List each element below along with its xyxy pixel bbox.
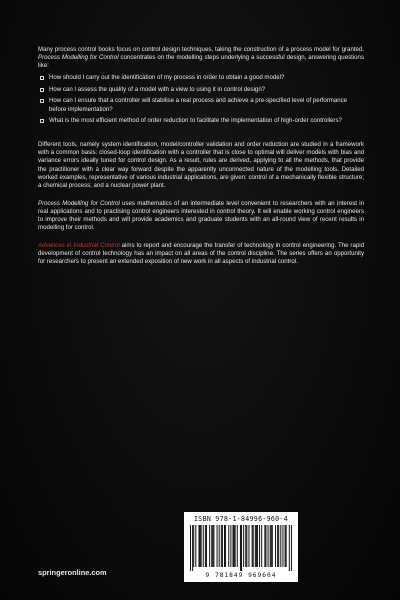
- checkbox-bullet-icon: [40, 88, 44, 92]
- barcode-bar: [243, 525, 244, 567]
- cover-text-block: [38, 46, 364, 266]
- barcode-bar: [203, 525, 204, 567]
- barcode-bar: [259, 525, 260, 567]
- barcode-bar: [265, 525, 266, 567]
- barcode-bar: [222, 525, 223, 567]
- barcode-bar: [272, 525, 273, 567]
- intro-text-start: Many process control books focus on control design techniques, taking the construction of a process model for granted.: [38, 46, 364, 53]
- barcode-bar: [271, 525, 272, 567]
- barcode-bar: [241, 525, 242, 571]
- series-text: aims to report and encourage the transfer of technology in control engineering. The rapid development of control technology has an impact on all areas of the control discipline. The series offers an opportunity for researchers to present an extended exposition of new work in all aspects of industrial control.: [38, 242, 364, 266]
- barcode-bar: [224, 525, 225, 567]
- barcode-bar: [277, 525, 278, 567]
- series-paragraph: [38, 242, 364, 266]
- question-item: [38, 117, 364, 125]
- barcode-bar: [205, 525, 206, 567]
- question-list: [38, 74, 364, 125]
- barcode-bar: [255, 525, 256, 567]
- barcode-bar: [190, 525, 191, 571]
- isbn-barcode: [184, 512, 298, 582]
- audience-paragraph: [38, 200, 364, 232]
- barcode-bar: [200, 525, 201, 567]
- tools-paragraph: Different tools, namely system identification, model/controller validation and order reduction are studied in a framework with a common basis: closed-loop identification with a controller that is close to optimal will deliver models with bias and variance errors ideally tuned for control design. As a result, rules are derived, applying to all the methods, that provide the practitioner with a clear way forward despite the apparently unconnected nature of the modelling tools. Detailed worked examples, representative of various industrial applications, are given: control of a mechanically flexible structure; a chemical process; and a nuclear power plant.: [38, 141, 364, 189]
- barcode-bar: [270, 525, 271, 567]
- barcode-bar: [253, 525, 254, 567]
- barcode-bar: [193, 525, 194, 567]
- publisher-url: springeronline.com: [38, 568, 107, 577]
- book-title-mention: Process Modelling for Control: [38, 199, 120, 207]
- series-title: Advances in Industrial Control: [38, 242, 120, 250]
- barcode-bar: [217, 525, 218, 567]
- barcode-bar: [235, 525, 236, 567]
- intro-paragraph: [38, 46, 364, 70]
- barcode-number: 9 781849 969604: [205, 572, 277, 579]
- barcode-bars: [190, 525, 292, 571]
- barcode-bar: [245, 525, 246, 567]
- question-text: How can I ensure that a controller will stabilise a real process and achieve a pre-specified level of performance before implementation?: [49, 97, 348, 113]
- question-text: How can I assess the quality of a model with a view to using it in control design?: [49, 85, 266, 93]
- barcode-bar: [261, 525, 262, 567]
- barcode-bar: [248, 525, 249, 567]
- question-text: What is the most efficient method of order reduction to facilitate the implementation of high-order controllers?: [49, 117, 342, 125]
- barcode-bar: [221, 525, 222, 567]
- barcode-bar: [213, 525, 214, 567]
- question-item: [38, 86, 364, 94]
- barcode-bar: [209, 525, 210, 567]
- barcode-bar: [268, 525, 269, 567]
- barcode-bar: [201, 525, 202, 567]
- barcode-bar: [252, 525, 253, 567]
- barcode-bar: [240, 525, 241, 571]
- barcode-bar: [280, 525, 281, 567]
- barcode-bar: [285, 525, 286, 567]
- barcode-bar: [228, 525, 229, 567]
- checkbox-bullet-icon: [40, 99, 44, 103]
- barcode-bar: [289, 525, 290, 571]
- barcode-bar: [237, 525, 238, 567]
- barcode-bar: [225, 525, 226, 567]
- question-text: How should I carry out the identification of my process in order to obtain a good model?: [49, 74, 285, 82]
- barcode-bar: [219, 525, 220, 567]
- intro-text-end: concentrates on the modelling steps underlying a successful design, answering questions like:: [38, 54, 364, 70]
- barcode-bar: [246, 525, 247, 567]
- barcode-bar: [275, 525, 276, 567]
- barcode-bar: [212, 525, 213, 567]
- book-title-mention: Process Modelling for Control: [38, 54, 119, 62]
- barcode-bar: [195, 525, 196, 567]
- barcode-bar: [257, 525, 258, 567]
- barcode-bar: [264, 525, 265, 567]
- barcode-bar: [233, 525, 234, 567]
- barcode-bar: [199, 525, 200, 567]
- barcode-bar: [278, 525, 279, 567]
- audience-text: uses mathematics of an intermediate level convenient to researchers with an interest in real applications and to practising control engineers interested in control theory. It will enable working control engineers to improve their methods and will provide academics and graduate students with an all-round view of recent results in modelling for control.: [38, 199, 365, 232]
- checkbox-bullet-icon: [40, 119, 44, 123]
- question-item: [38, 97, 364, 113]
- barcode-bar: [211, 525, 212, 567]
- question-item: [38, 74, 364, 82]
- barcode-bar: [256, 525, 257, 567]
- barcode-bar: [234, 525, 235, 567]
- barcode-bar: [206, 525, 207, 567]
- barcode-bar: [230, 525, 231, 567]
- checkbox-bullet-icon: [40, 76, 44, 80]
- barcode-bar: [291, 525, 292, 571]
- barcode-bar: [286, 525, 287, 567]
- isbn-label: ISBN 978-1-84996-960-4: [194, 515, 288, 523]
- barcode-bar: [282, 525, 283, 567]
- barcode-bar: [192, 525, 193, 571]
